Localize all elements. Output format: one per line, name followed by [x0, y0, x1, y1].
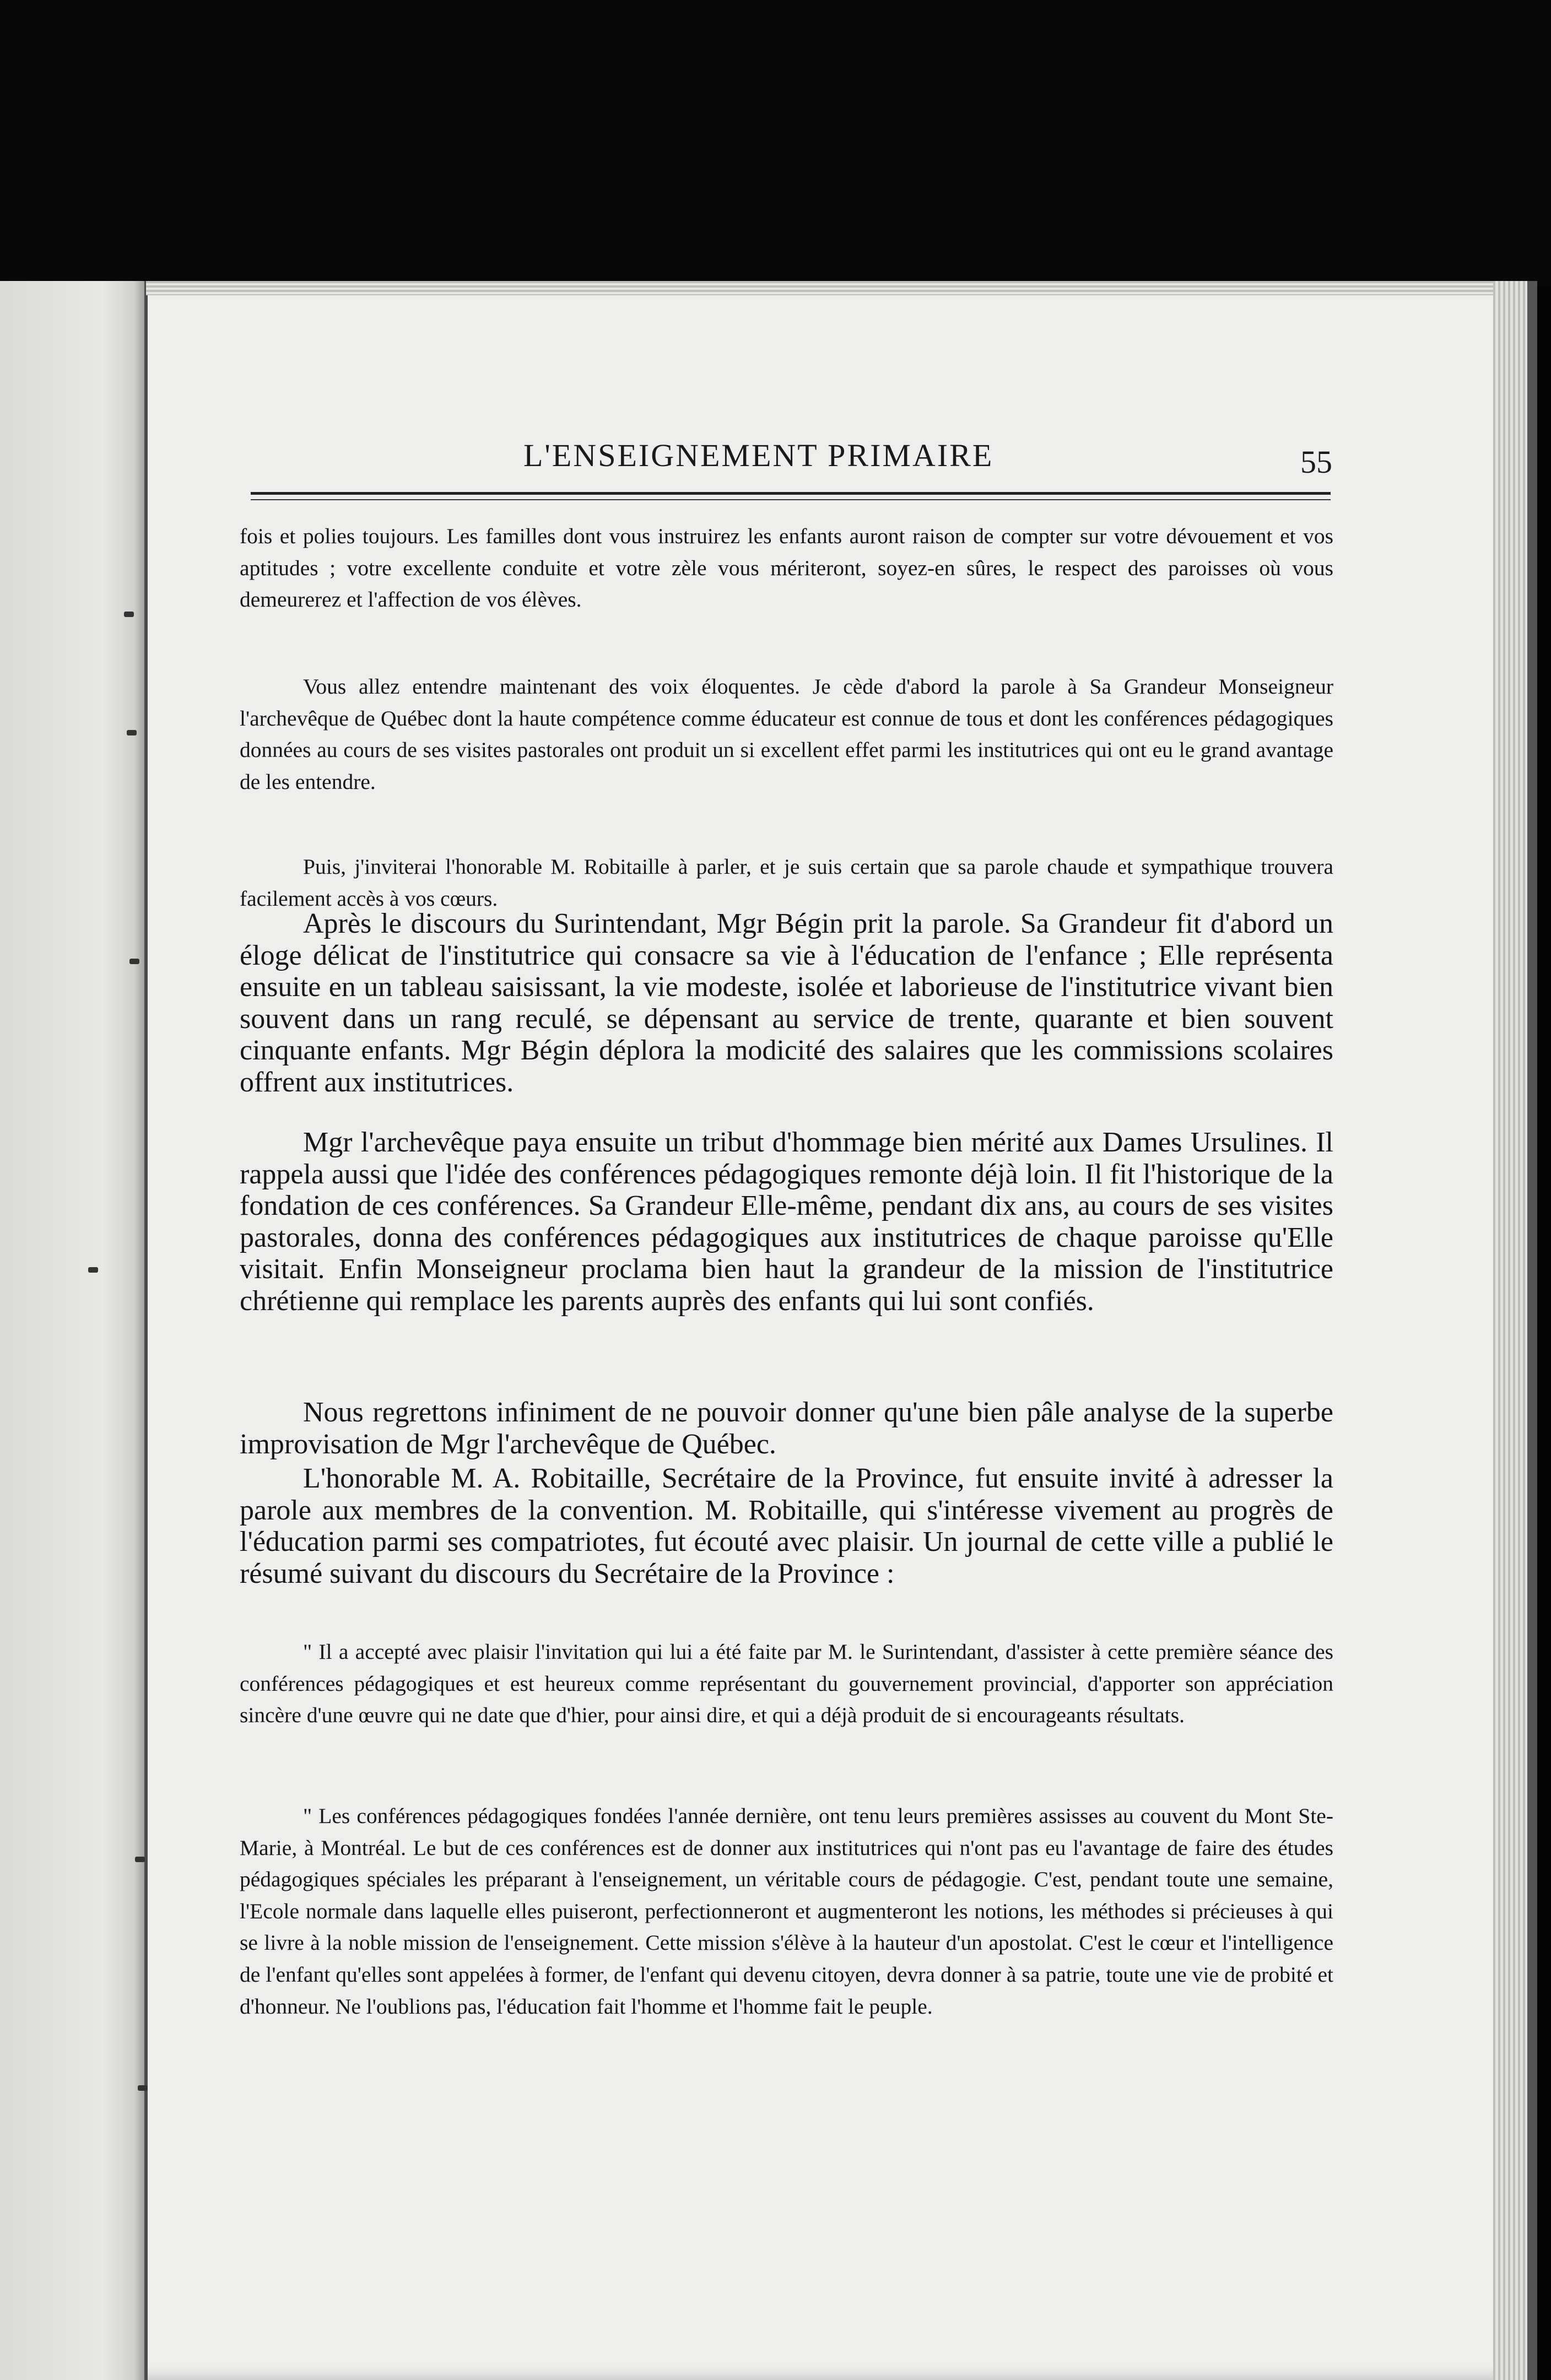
paragraph-6: Nous regrettons infiniment de ne pouvoir donner qu'une bien pâle analyse de la superbe improvisation de Mgr l'archevêque de Québec.: [240, 1397, 1333, 1460]
header-rule: [251, 492, 1331, 495]
paragraph-3: Puis, j'inviterai l'honorable M. Robitaille à parler, et je suis certain que sa parole chaude et sympathique trouvera facilement accès à vos cœurs.: [240, 854, 1333, 911]
running-head: L'ENSEIGNEMENT PRIMAIRE: [523, 437, 994, 473]
gutter-mark: [135, 1857, 145, 1862]
gutter-mark: [124, 612, 134, 617]
gutter-mark: [138, 2085, 148, 2091]
gutter-mark: [127, 730, 137, 735]
paragraph-4: Après le discours du Surintendant, Mgr Bégin prit la parole. Sa Grandeur fit d'abord un éloge délicat de l'institutrice qui consacre sa vie à l'éducation de l'enfance ; Elle représenta ensuite en un tableau saisissant, la vie modeste, isolée et laborieuse de l'institutrice vivant bien souvent dans un rang reculé, se dépensant au service de trente, quarante et bien souvent cinquante enfants. Mgr Bégin déplora la modicité des salaires que les commissions scolaires offrent aux institutrices.: [240, 908, 1333, 1098]
left-page-gutter: [0, 281, 146, 2380]
book-page: [0, 281, 1537, 2380]
page-number: 55: [1300, 444, 1332, 480]
dark-background-top: [0, 0, 1551, 286]
gutter-shadow-line: [144, 281, 148, 2380]
paragraph-5: Mgr l'archevêque paya ensuite un tribut d'hommage bien mérité aux Dames Ursulines. Il rappela aussi que l'idée des conférences pédagogiques remonte déjà loin. Il fit l'historique de la fondation de ces conférences. Sa Grandeur Elle-même, pendant dix ans, au cours de ses visites pastorales, donna des conférences pédagogiques aux institutrices de chaque paroisse qu'Elle visitait. Enfin Monseigneur proclama bien haut la grandeur de la mission de l'institutrice chrétienne qui remplace les parents auprès des enfants qui lui sont confiés.: [240, 1127, 1333, 1317]
paragraph-2: Vous allez entendre maintenant des voix éloquentes. Je cède d'abord la parole à Sa Grandeur Monseigneur l'archevêque de Québec dont la haute compétence comme éducateur est connue de tous et dont les conférences pédagogiques données au cours de ses visites pastorales ont produit un si excellent effet parmi les institutrices qui ont eu le grand avantage de les entendre.: [240, 674, 1333, 794]
header-rule-thin: [251, 499, 1331, 500]
page-top-edge: [146, 281, 1501, 295]
page-stack-shadow: [1527, 281, 1537, 2380]
quote-paragraph-1: " Il a accepté avec plaisir l'invitation qui lui a été faite par M. le Surintendant, d'assister à cette première séance des conférences pédagogiques et est heureux comme représentant du gouvernement provincial, d'apporter son appréciation sincère d'une œuvre qui ne date que d'hier, pour ainsi dire, et qui a déjà produit de si encourageants résultats.: [240, 1640, 1333, 1728]
gutter-mark: [88, 1267, 98, 1273]
paragraph-7: L'honorable M. A. Robitaille, Secrétaire de la Province, fut ensuite invité à adresser la parole aux membres de la convention. M. Robitaille, qui s'intéresse vivement au progrès de l'éducation parmi ses compatriotes, fut écouté avec plaisir. Un journal de cette ville a publié le résumé suivant du discours du Secrétaire de la Province :: [240, 1463, 1333, 1589]
quote-paragraph-2: " Les conférences pédagogiques fondées l'année dernière, ont tenu leurs premières assisses au couvent du Mont Ste-Marie, à Montréal. Le but de ces conférences est de donner aux institutrices qui n'ont pas eu l'avantage de faire des études pédagogiques spéciales les préparant à l'enseignement, un véritable cours de pédagogie. C'est, pendant toute une semaine, l'Ecole normale dans laquelle elles puiseront, perfectionneront et augmenteront les notions, les méthodes si précieuses à qui se livre à la noble mission de l'enseignement. Cette mission s'élève à la hauteur d'un apostolat. C'est le cœur et l'intelligence de l'enfant qu'elles sont appelées à former, de l'enfant qui devenu citoyen, devra donner à sa patrie, toute une vie de probité et d'honneur. Ne l'oublions pas, l'éducation fait l'homme et l'homme fait le peuple.: [240, 1804, 1333, 2019]
paragraph-1: fois et polies toujours. Les familles dont vous instruirez les enfants auront raison de compter sur votre dévouement et vos aptitudes ; votre excellente conduite et votre zèle vous mériteront, soyez-en sûres, le respect des paroisses où vous demeurerez et l'affection de vos élèves.: [240, 524, 1333, 612]
gutter-mark: [129, 959, 139, 964]
page-header: [237, 421, 1333, 488]
